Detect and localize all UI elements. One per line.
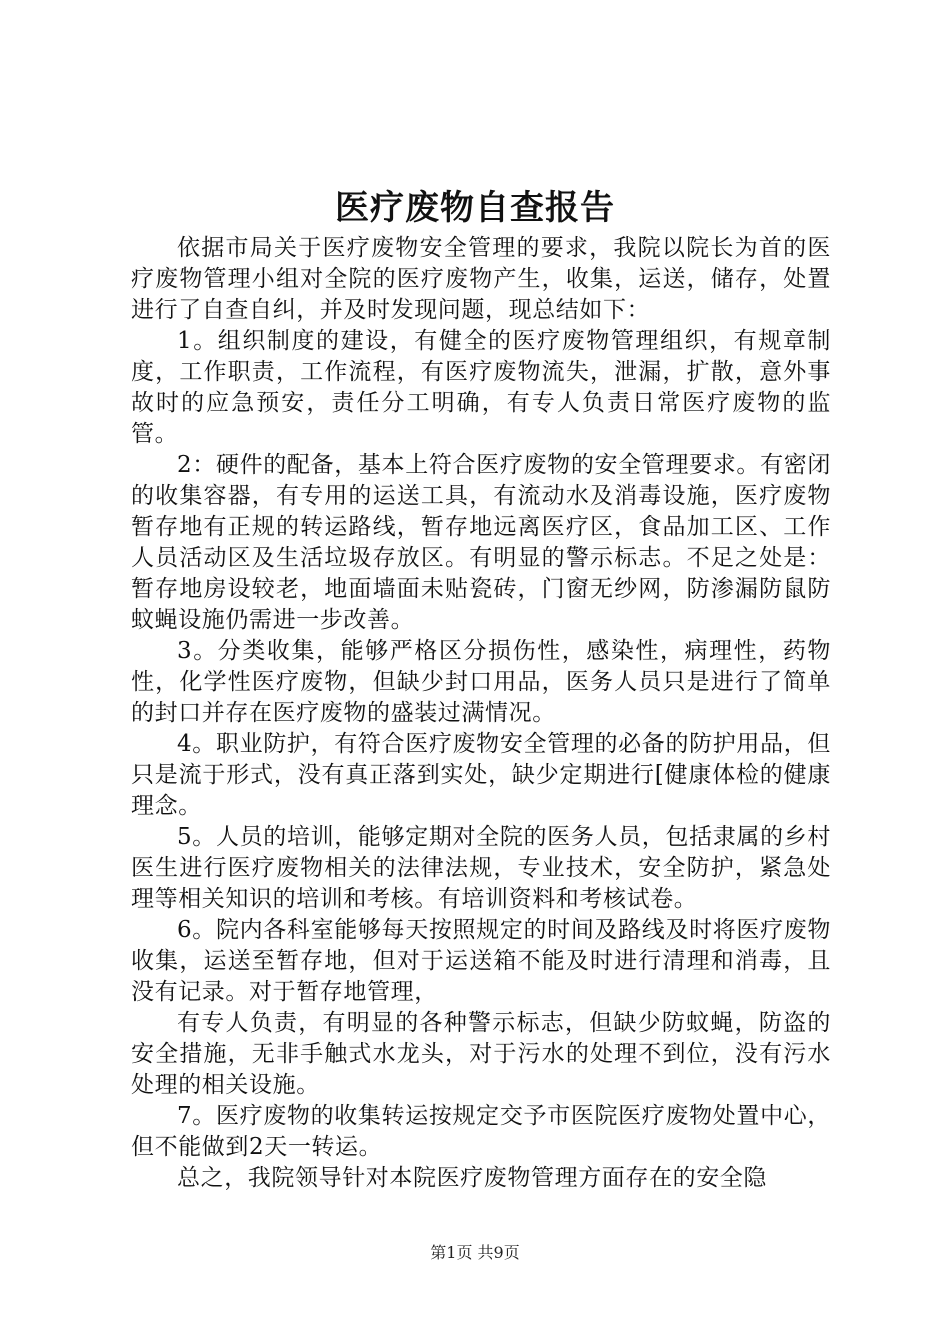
paragraph-item-5: 5。人员的培训，能够定期对全院的医务人员，包括隶属的乡村医生进行医疗废物相关的法律法规，专业技术，安全防护，紧急处理等相关知识的培训和考核。有培训资料和考核试卷。 [131,824,831,912]
paragraph-summary: 总之，我院领导针对本院医疗废物管理方面存在的安全隐 [177,1165,767,1191]
document-title: 医疗废物自查报告 [335,188,615,228]
paragraph-item-7: 7。医疗废物的收集转运按规定交予市医院医疗废物处置中心，但不能做到2天一转运。 [131,1103,831,1160]
document-body [131,233,831,1194]
paragraph-item-6: 6。院内各科室能够每天按照规定的时间及路线及时将医疗废物收集，运送至暂存地，但对于运送箱不能及时进行清理和消毒，且没有记录。对于暂存地管理， [131,917,831,1005]
page-number-label: 第1页 共9页 [430,1243,520,1262]
paragraph-item-2: 2：硬件的配备，基本上符合医疗废物的安全管理要求。有密闭的收集容器，有专用的运送工具，有流动水及消毒设施，医疗废物暂存地有正规的转运路线，暂存地远离医疗区，食品加工区、工作人员活动区及生活垃圾存放区。有明显的警示标志。不足之处是：暂存地房设较老，地面墙面未贴瓷砖，门窗无纱网，防渗漏防鼠防蚊蝇设施仍需进一步改善。 [131,452,831,633]
paragraph-item-6-continued: 有专人负责，有明显的各种警示标志，但缺少防蚊蝇，防盗的安全措施，无非手触式水龙头，对于污水的处理不到位，没有污水处理的相关设施。 [131,1010,831,1098]
paragraph-item-4: 4。职业防护，有符合医疗废物安全管理的必备的防护用品，但只是流于形式，没有真正落到实处，缺少定期进行[健康体检的健康理念。 [131,731,831,819]
page-footer [0,1242,950,1264]
paragraph-item-1: 1。组织制度的建设，有健全的医疗废物管理组织，有规章制度，工作职责，工作流程，有医疗废物流失，泄漏，扩散，意外事故时的应急预安，责任分工明确，有专人负责日常医疗废物的监管。 [131,328,831,447]
paragraph-item-3: 3。分类收集，能够严格区分损伤性，感染性，病理性，药物性，化学性医疗废物，但缺少封口用品，医务人员只是进行了简单的封口并存在医疗废物的盛装过满情况。 [131,638,831,726]
paragraph-intro: 依据市局关于医疗废物安全管理的要求，我院以院长为首的医疗废物管理小组对全院的医疗废物产生，收集，运送，储存，处置进行了自查自纠，并及时发现问题，现总结如下： [131,235,831,323]
